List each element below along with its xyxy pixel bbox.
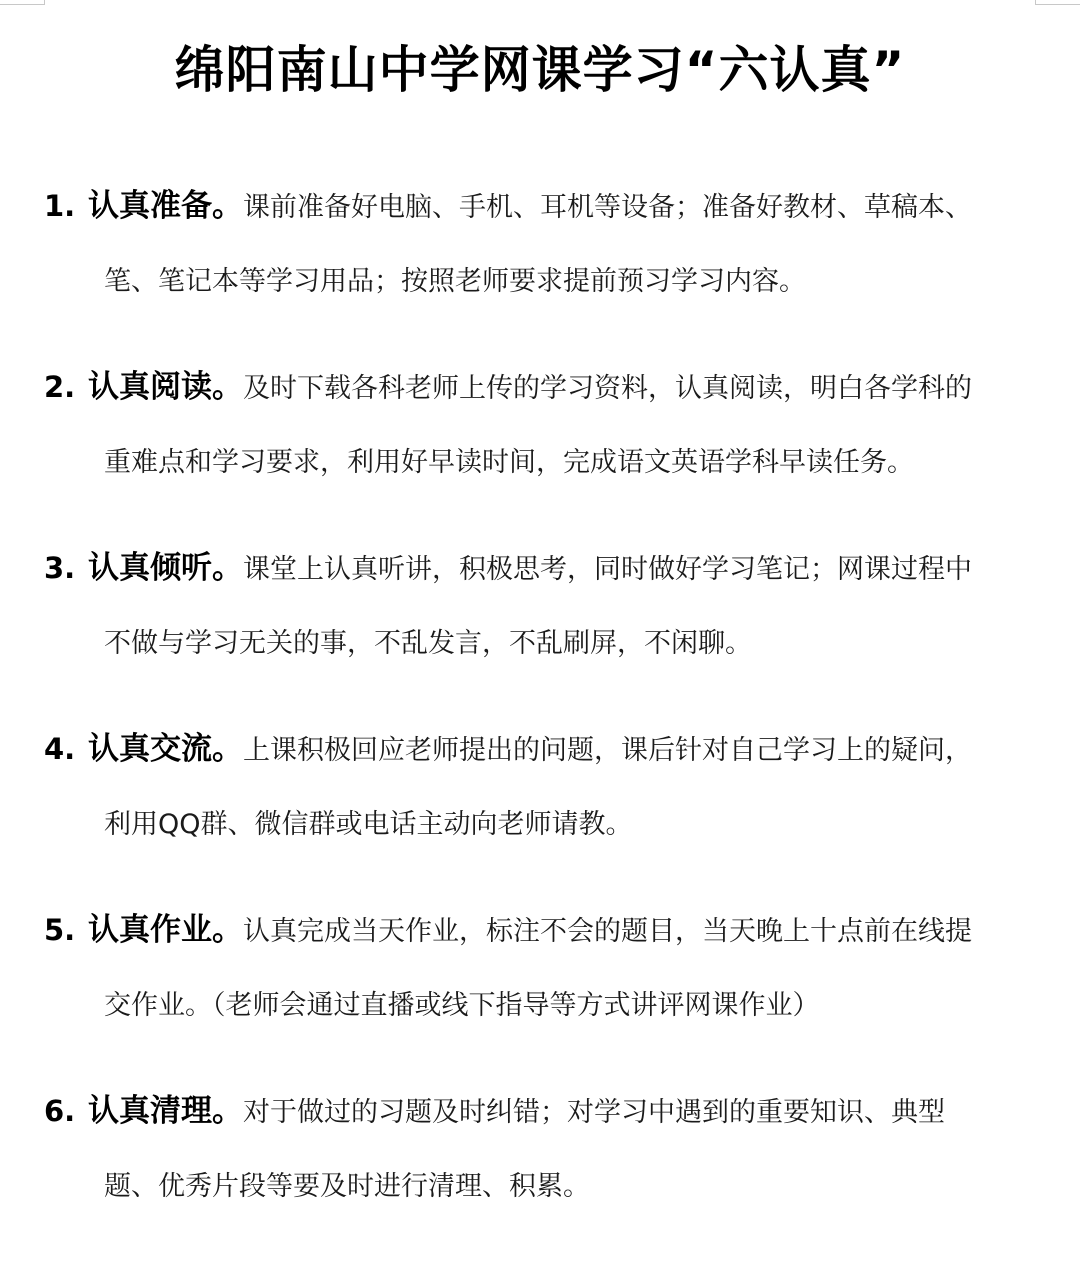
item-continuation: 交作业。（老师会通过直播或线下指导等方式讲评网课作业） (104, 990, 820, 1021)
item-continuation: 利用QQ群、微信群或电话主动向老师请教。 (104, 809, 633, 840)
item-heading: 认真倾听。 (88, 550, 243, 586)
item-first-line (44, 538, 1044, 598)
item-heading: 认真阅读。 (88, 369, 243, 405)
item-text: 对于做过的习题及时纠错；对学习中遇到的重要知识、典型 (243, 1097, 945, 1128)
item-first-line (44, 357, 1044, 417)
item-heading: 认真准备。 (88, 188, 243, 224)
item-number: 4. (44, 732, 76, 766)
list-item-3 (44, 538, 1044, 719)
item-text: 上课积极回应老师提出的问题，课后针对自己学习上的疑问， (243, 735, 972, 766)
item-number: 5. (44, 913, 76, 947)
item-first-line (44, 176, 1044, 236)
item-number: 2. (44, 370, 76, 404)
item-text: 课前准备好电脑、手机、耳机等设备；准备好教材、草稿本、 (243, 192, 972, 223)
corner-mark-right (1035, 0, 1080, 5)
item-heading: 认真清理。 (88, 1093, 243, 1129)
item-continuation: 重难点和学习要求，利用好早读时间，完成语文英语学科早读任务。 (104, 447, 914, 478)
item-number: 1. (44, 189, 76, 223)
page-title: 绵阳南山中学网课学习“六认真” (174, 41, 906, 99)
item-text: 课堂上认真听讲，积极思考，同时做好学习笔记；网课过程中 (243, 554, 972, 585)
list-item-1 (44, 176, 1044, 357)
list-item-4 (44, 719, 1044, 900)
list-item-6 (44, 1081, 1044, 1262)
item-heading: 认真作业。 (88, 912, 243, 948)
item-number: 3. (44, 551, 76, 585)
item-text: 及时下载各科老师上传的学习资料，认真阅读，明白各学科的 (243, 373, 972, 404)
item-first-line (44, 1081, 1044, 1141)
item-number: 6. (44, 1094, 76, 1128)
item-continuation: 题、优秀片段等要及时进行清理、积累。 (104, 1171, 590, 1202)
item-first-line (44, 719, 1044, 779)
item-continuation: 不做与学习无关的事，不乱发言，不乱刷屏，不闲聊。 (104, 628, 752, 659)
item-text: 认真完成当天作业，标注不会的题目，当天晚上十点前在线提 (243, 916, 972, 947)
list-item-2 (44, 357, 1044, 538)
rules-list (44, 176, 1044, 1262)
corner-mark-left (0, 0, 45, 5)
item-heading: 认真交流。 (88, 731, 243, 767)
item-first-line (44, 900, 1044, 960)
item-continuation: 笔、笔记本等学习用品；按照老师要求提前预习学习内容。 (104, 266, 806, 297)
list-item-5 (44, 900, 1044, 1081)
